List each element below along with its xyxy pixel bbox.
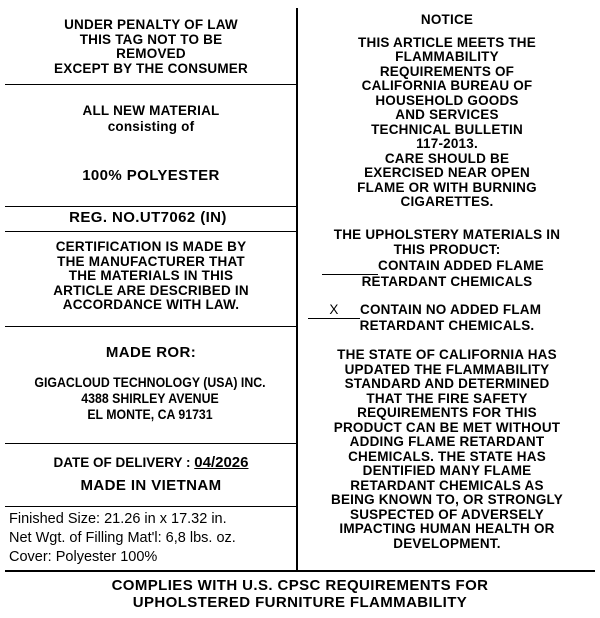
made-for-title: MADE ROR: — [105, 344, 197, 361]
option-no-added-flame: X CONTAIN NO ADDED FLAM RETARDANT CHEMICALS. — [300, 303, 594, 333]
divider-footer — [5, 570, 595, 572]
material-title: ALL NEW MATERIAL — [82, 103, 220, 118]
delivery-line — [8, 455, 294, 471]
spec-cover: Cover: Polyester 100% — [9, 549, 158, 565]
cpsc-compliance-footer: COMPLIES WITH U.S. CPSC REQUIREMENTS FOR UPHOLSTERED FURNITURE FLAMMABILITY — [111, 577, 489, 611]
spec-net-weight: Net Wgt. of Filling Mat'l: 6,8 lbs. oz. — [9, 530, 236, 546]
option-no-added-flame-mark: X — [329, 302, 339, 317]
delivery-date: 04/2026 — [194, 454, 249, 471]
reg-number: REG. NO.UT7062 (IN) — [69, 209, 227, 226]
divider-reg-top — [5, 206, 296, 207]
divider-made-for — [5, 443, 296, 444]
center-divider — [296, 8, 298, 571]
material-content: 100% POLYESTER — [82, 167, 220, 184]
penalty-notice: UNDER PENALTY OF LAW THIS TAG NOT TO BE REMOVED EXCEPT BY THE CONSUMER — [54, 17, 248, 76]
material-consisting: consisting of — [107, 119, 195, 134]
certification-statement: CERTIFICATION IS MADE BY THE MANUFACTURER THAT THE MATERIALS IN THIS ARTICLE ARE DESCRIBED IN ACCORDANCE WITH LAW. — [53, 239, 249, 312]
flammability-notice: NOTICE THIS ARTICLE MEETS THE FLAMMABILITY REQUIREMENTS OF CALIFORNIA BUREAU OF HOUSEHOLD GOODS AND SERVICES TECHNICAL BULLETIN 117-2013. CARE SHOULD BE EXERCISED NEAR OPEN FLAME OR WITH BURNING CIGARETTES. — [357, 12, 537, 209]
company-address: GIGACLOUD TECHNOLOGY (USA) INC. 4388 SHIRLEY AVENUE EL MONTE, CA 91731 — [34, 374, 266, 422]
option-no-added-flame-checkbox — [308, 303, 360, 319]
made-in: MADE IN VIETNAM — [80, 477, 222, 494]
divider-made-in — [5, 506, 296, 507]
divider-certification — [5, 326, 296, 327]
upholstery-statement: THE UPHOLSTERY MATERIALS IN THIS PRODUCT: — [333, 227, 561, 257]
california-state-statement: THE STATE OF CALIFORNIA HAS UPDATED THE FLAMMABILITY STANDARD AND DETERMINED THAT THE FIRE SAFETY REQUIREMENTS FOR THIS PRODUCT CAN BE MET WITHOUT ADDING FLAME RETARDANT CHEMICALS. THE STATE HAS DENTIFIED MANY FLAME RETARDANT CHEMICALS AS BEING KNOWN TO, OR STRONGLY SUSPECTED OF ADVERSELY IMPACTING HUMAN HEALTH OR DEVELOPMENT. — [331, 347, 563, 551]
delivery-label: DATE OF DELIVERY : — [53, 455, 195, 470]
divider-penalty — [5, 84, 296, 85]
divider-reg-bottom — [5, 231, 296, 232]
spec-finished-size: Finished Size: 21.26 in x 17.32 in. — [9, 511, 227, 527]
option-added-flame-checkbox — [322, 259, 378, 275]
option-added-flame: CONTAIN ADDED FLAME RETARDANT CHEMICALS — [300, 259, 594, 289]
